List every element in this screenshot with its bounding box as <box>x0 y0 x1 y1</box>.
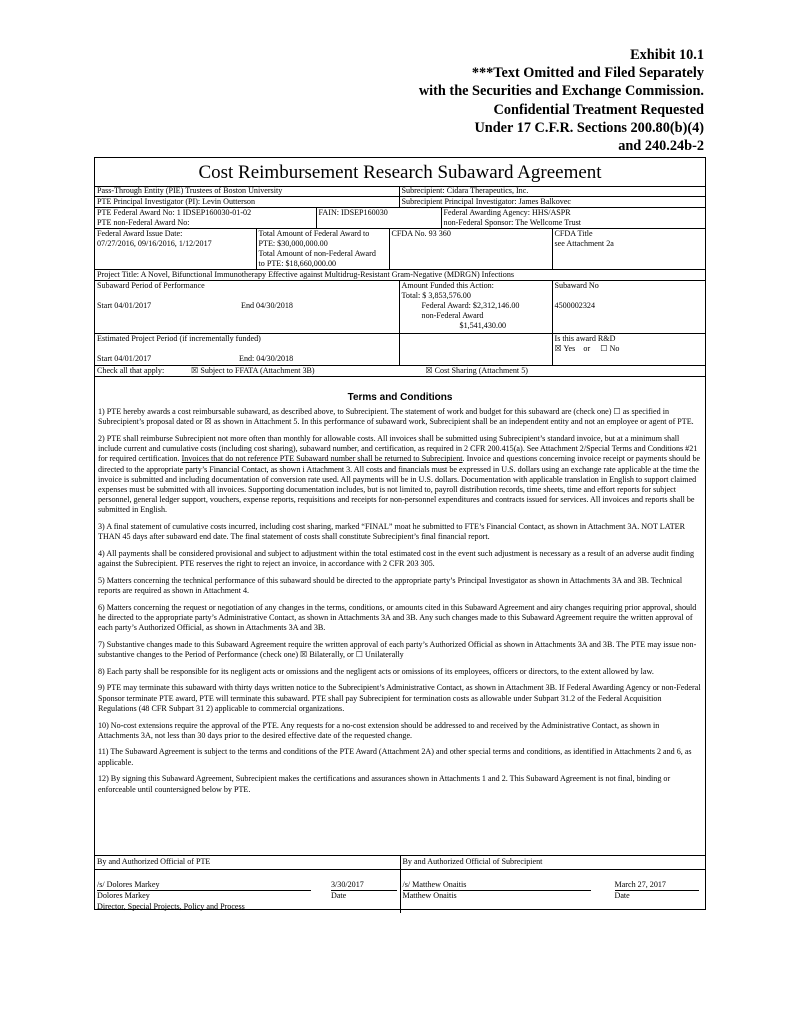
amount-federal: Federal Award: $2,312,146.00 <box>421 301 520 310</box>
pte-signature: /s/ Dolores Markey <box>97 880 311 892</box>
amount-nonfed-value: $1,541,430.00 <box>459 321 507 330</box>
rd-cell <box>552 334 705 366</box>
header-row <box>95 186 705 197</box>
term-4: 4) All payments shall be considered provisional and subject to adjustment within the total estimated cost in the event such adjustment is necessary as a result of an adverse audit finding against the Subrecipient. PTE reserves the right to reject an invoice, in accordance with 2 CFR 203 305. <box>98 548 695 569</box>
nonfederal-sponsor: non-Federal Sponsor: The Wellcome Trust <box>443 218 582 227</box>
amount-nonfed-label: non-Federal Award <box>421 311 484 320</box>
rd-yes-checkbox[interactable]: ☒ <box>554 344 562 353</box>
term-2-part-b: . Invoice and questions concerning invoice receipt or payments should be directed to the appropriate party’s Financial Contact, as shown i Attachment 3. All costs and financials must be expressed in U.S. dollars using an exchange rate applicable at the time the invoice is submitted and including documentation of conversion rate used. All payments will be in U.S. dollars. Documentation with applicable translation in English to support claimed expenses must be submitted with all invoices. Supporting documentation includes, but is not limited to, payroll distribution records, time sheets, time and effort reports for subject personnel, general ledger support, vouchers, expense reports, requisitions and receipts for non-personnel expenditures and contracts issued for services. All invoices and reports shall be submitted in English. <box>98 454 701 515</box>
est-period-cell <box>95 334 399 366</box>
ffata-label: Subject to FFATA (Attachment 3B) <box>200 366 315 375</box>
sub-sig-heading: By and Authorized Official of Subrecipient <box>400 856 705 870</box>
pte-date-label: Date <box>331 891 347 900</box>
page-title: Cost Reimbursement Research Subaward Agreement <box>95 160 705 187</box>
est-period-label: Estimated Project Period (if incrementally funded) <box>97 334 261 343</box>
pte-name: Dolores Markey <box>97 891 150 900</box>
exhibit-legend <box>284 46 704 155</box>
pte-sig-line <box>97 880 398 892</box>
exhibit-line: Confidential Treatment Requested <box>493 101 704 118</box>
sub-date-label: Date <box>614 891 630 900</box>
term-2 <box>98 434 701 516</box>
exhibit-line: and 240.24b-2 <box>618 138 704 155</box>
issue-date-label: Federal Award Issue Date: <box>97 229 183 238</box>
term-2-underlined: Invoices that do not reference PTE Subaward number shall be returned to Subrecipient <box>181 454 463 464</box>
term-9: 9) PTE may terminate this subaward with thirty days written notice to the Subrecipient’s Administrative Contact, as shown in Attachment 3B. If Federal Awarding Agency or non-Federal Sponsor terminate PTE award, PTE will terminate this subaward. PTE shall pay Subrecipient for termination costs as allowable under Subpart 31.2 of the Federal Acquisition Regulations (48 CFR Subpart 31 2) applicable to commercial organizations. <box>98 683 701 713</box>
exhibit-line: with the Securities and Exchange Commission. <box>418 83 704 100</box>
term-2-part-a: 2) PTE shall reimburse Subrecipient not more often than monthly for allowable costs. All invoices shall be submitted using Subrecipient’s standard invoice, but at a minimum shall include current and cumulative costs (including cost sharing), subaward number, and certification, as required in 2 CFR 200.415(a). See Attachment 2/Special Terms and Conditions #21 for required certification. <box>98 433 698 464</box>
header-row <box>95 366 705 377</box>
term-10: 10) No-cost extensions require the approval of the PTE. Any requests for a no-cost extension should be addressed to and received by the Administrative Contact, as shown in Attachments 3A, not less than 30 days prior to the desired effective date of the requested change. <box>98 720 660 740</box>
sub-signature: /s/ Matthew Onaitis <box>403 880 591 892</box>
pte-pi-cell: PTE Principal Investigator (PI): Levin Outterson <box>95 197 399 208</box>
amount-total: Total: $ 3,853,576.00 <box>401 291 471 300</box>
fain-cell: FAIN: IDSEP160030 <box>316 208 441 229</box>
rd-yes-label: Yes <box>563 344 576 353</box>
pte-nonfed-award-no: PTE non-Federal Award No: <box>97 218 190 227</box>
est-period-dates <box>97 354 397 364</box>
cfda-title-label: CFDA Title <box>554 229 593 238</box>
total-fed-label: Total Amount of Federal Award to <box>258 229 370 238</box>
term-7: 7) Substantive changes made to this Subaward Agreement require the written approval of each party’s Authorized Official as shown in Attachments 3A and 3B. The PTE may issue non-substantive changes to the Period of Performance (check one) ☒ Bilaterally, or ☐ Unilaterally <box>98 639 697 660</box>
total-nonfed-value: to PTE: $18,660,000.00 <box>258 259 337 268</box>
header-row <box>95 334 705 366</box>
period-end: End 04/30/2018 <box>241 301 293 310</box>
term-8: 8) Each party shall be responsible for its negligent acts or omissions and the negligent acts or omissions of its employees, officers or directors, to the extent allowed by law. <box>98 666 654 676</box>
sub-pi-cell: Subrecipient Principal Investigator: James Balkovec <box>399 197 705 208</box>
term-3: 3) A final statement of cumulative costs incurred, including cost sharing, marked “FINAL” moat he submitted to FTE’s Financial Contact, as shown in Attachment 3A. NOT LATER THAN 45 days after subaward end date. The final statement of costs shall constitute Subrecipient’s final financial report. <box>98 522 685 542</box>
signature-row <box>95 869 705 913</box>
rd-or: or <box>583 344 591 353</box>
cost-sharing-checkbox[interactable]: ☒ <box>425 366 433 375</box>
sub-signature-cell <box>400 869 705 913</box>
period-cell <box>95 281 399 334</box>
check-label: Check all that apply: <box>97 366 165 375</box>
est-start: Start 04/01/2017 <box>97 354 152 363</box>
terms-body <box>98 407 701 801</box>
rd-options <box>555 344 704 354</box>
project-title-cell: Project Title: A Novel, Bifunctional Immunotherapy Effective against Multidrug-Resistant Gram-Negative (MDRGN) Infections <box>95 270 705 281</box>
signature-heading-row <box>95 856 705 870</box>
signature-table <box>95 855 705 913</box>
term-1: 1) PTE hereby awards a cost reimbursable subaward, as described above, to Subrecipient. The statement of work and budget for this subaward are (check one) ☐ as specified in Subrecipient’s proposal dated or ☒ as shown in Attachment 5. In this performance of subaward work, Subrecipient shall be an independent entity and not an employee or agent of PTE. <box>98 407 694 427</box>
award-header-table <box>95 186 705 377</box>
term-12: 12) By signing this Subaward Agreement, Subrecipient makes the certifications and assurances shown in Attachments 1 and 2. This Subaward Agreement is not final, binding or enforceable until countersigned below by PTE. <box>98 774 671 794</box>
cfda-title-value: see Attachment 2a <box>554 239 614 248</box>
sub-name: Matthew Onaitis <box>402 891 457 900</box>
pte-sig-heading: By and Authorized Official of PTE <box>95 856 400 870</box>
cfda-title-cell <box>552 229 705 270</box>
rd-no-checkbox[interactable]: ☐ <box>600 344 608 353</box>
agreement-form <box>94 157 706 910</box>
total-fed-value: PTE: $30,000,000.00 <box>258 239 328 248</box>
check-all-cell <box>95 366 705 377</box>
pte-signature-cell <box>95 869 400 913</box>
term-6: 6) Matters concerning the request or negotiation of any changes in the terms, conditions, or amounts cited in this Subaward Agreement and airy changes requiring prior approval, should he directed to the appropriate party’s Administrative Contact, as shown in Attachments 3A and 3B. Any such changes made to this Subaward Agreement require the written approval of each party’s Authorized Official, as shown in Attachments 3A and 3B. <box>98 602 697 633</box>
subrecipient-cell: Subrecipient: Cidara Therapeutics, Inc. <box>399 186 705 197</box>
rd-label: Is this award R&D <box>554 334 616 343</box>
header-row <box>95 270 705 281</box>
period-start: Start 04/01/2017 <box>97 301 152 310</box>
agency-cell <box>441 208 705 229</box>
rd-no-label: No <box>609 344 620 353</box>
pte-title: Director, Special Projects, Policy and Process <box>97 901 245 911</box>
header-row <box>95 197 705 208</box>
sub-name-line <box>403 891 704 902</box>
header-row <box>95 229 705 270</box>
term-5: 5) Matters concerning the technical performance of this subaward should be directed to the appropriate party’s Principal Investigator as shown in Attachments 3A and 3B. Technical reports are required as shown in Attachment 4. <box>98 575 683 596</box>
period-label: Subaward Period of Performance <box>97 281 205 290</box>
pte-award-no: PTE Federal Award No: 1 IDSEP160030-01-02 <box>97 208 252 217</box>
issue-date-cell <box>95 229 256 270</box>
pte-name-line <box>97 891 398 902</box>
total-amount-cell <box>256 229 389 270</box>
total-nonfed-label: Total Amount of non-Federal Award <box>258 249 376 258</box>
terms-heading: Terms and Conditions <box>347 392 453 403</box>
header-row <box>95 208 705 229</box>
pte-cell: Pass-Through Entity (PIE) Trustees of Boston University <box>95 186 399 197</box>
pte-date: 3/30/2017 <box>331 880 397 892</box>
header-row <box>95 281 705 334</box>
est-end: End: 04/30/2018 <box>239 354 294 363</box>
exhibit-line: Under 17 C.F.R. Sections 200.80(b)(4) <box>474 119 704 136</box>
cfda-no-cell: CFDA No. 93 360 <box>389 229 552 270</box>
federal-agency: Federal Awarding Agency: HHS/ASPR <box>443 208 571 217</box>
subaward-no: 4500002324 <box>554 301 595 310</box>
amount-label: Amount Funded this Action: <box>401 281 494 290</box>
subaward-no-label: Subaward No <box>554 281 599 290</box>
cost-sharing-label: Cost Sharing (Attachment 5) <box>434 366 528 375</box>
subaward-no-cell <box>552 281 705 334</box>
issue-dates: 07/27/2016, 09/16/2016, 1/12/2017 <box>97 239 212 248</box>
period-dates <box>97 301 397 311</box>
exhibit-line: Exhibit 10.1 <box>630 47 704 63</box>
ffata-checkbox[interactable]: ☒ <box>191 366 199 375</box>
sub-sig-line <box>403 880 704 892</box>
sub-date: March 27, 2017 <box>615 880 699 892</box>
amount-cell <box>399 281 552 334</box>
exhibit-line: ***Text Omitted and Filed Separately <box>471 65 704 82</box>
blank-cell <box>399 334 552 366</box>
award-no-cell <box>95 208 316 229</box>
term-11: 11) The Subaward Agreement is subject to the terms and conditions of the PTE Award (Attachment 2A) and other special terms and conditions, as identified in Attachments 2 and 6, as applicable. <box>98 747 692 767</box>
